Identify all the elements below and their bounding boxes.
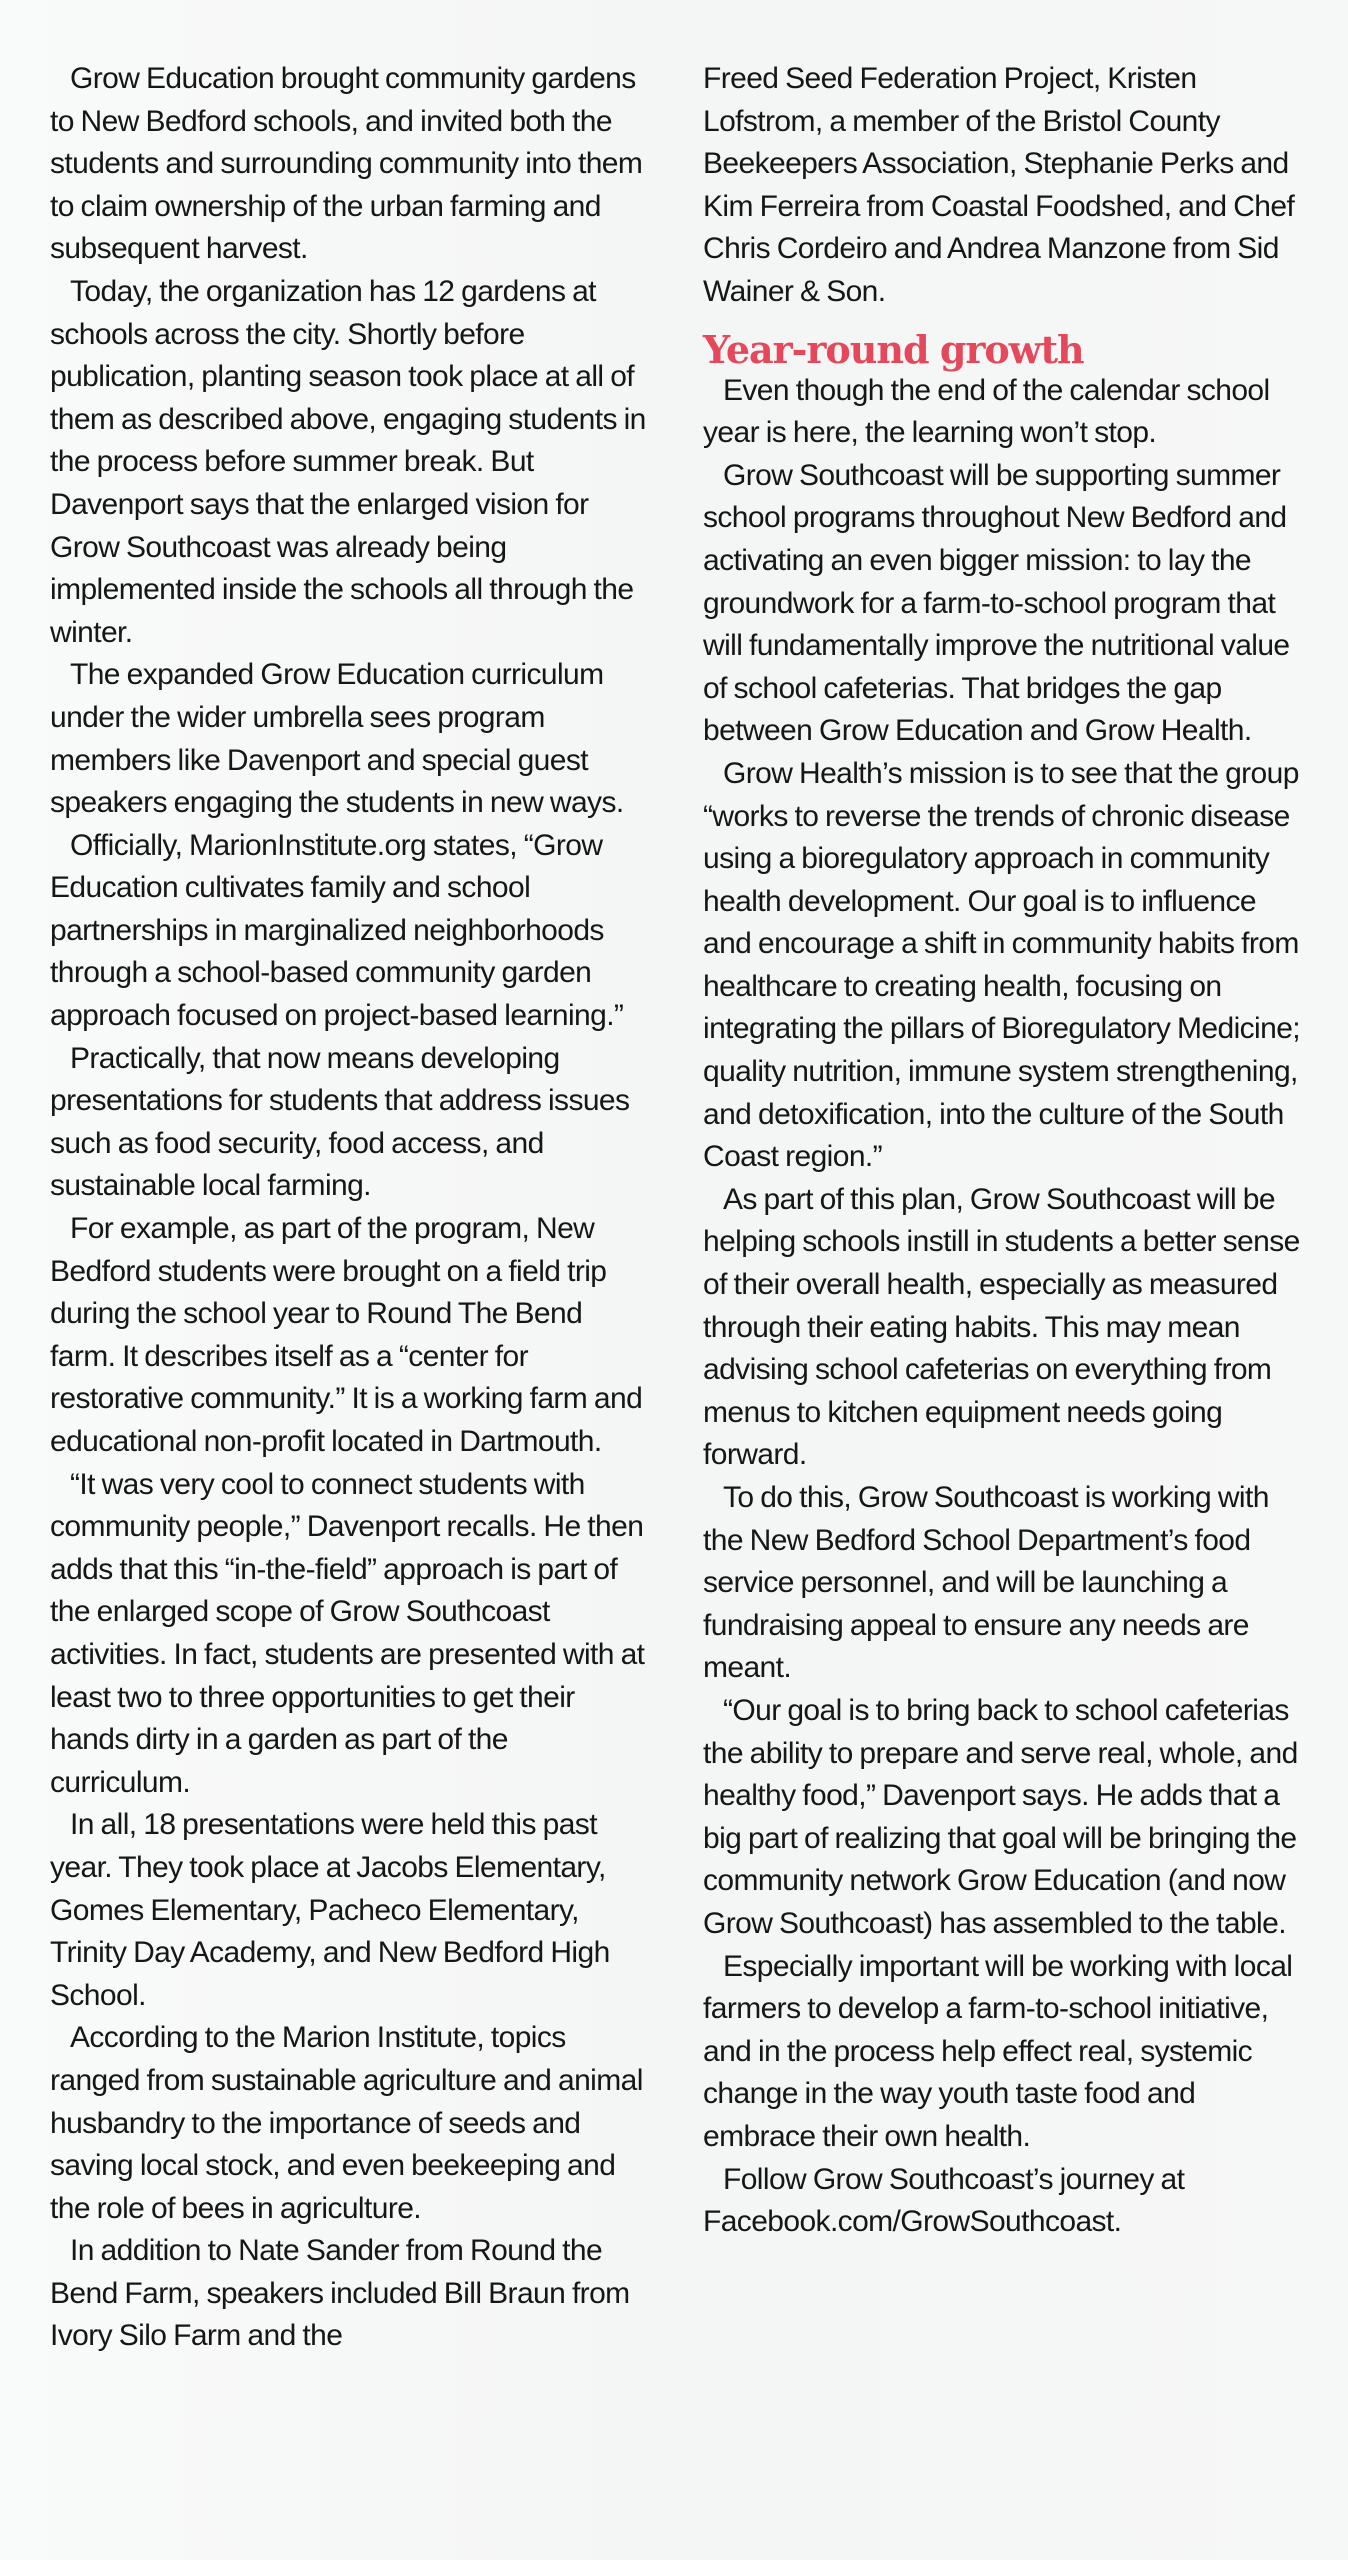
article-paragraph: To do this, Grow Southcoast is working with the New Bedford School Department’s food service personnel, and will be launching a fundraising appeal to ensure any needs are meant. bbox=[703, 1481, 1269, 1685]
article-paragraph: Grow Health’s mission is to see that the group “works to reverse the trends of chronic disease using a bioregulatory approach in community health development. Our goal is to influence and encourage a shift in community habits from healthcare to creating health, focusing on integrating the pillars of Bioregulatory Medicine; quality nutrition, immune system strengthening, and detoxification, into the culture of the South Coast region.” bbox=[703, 756, 1301, 1174]
article-paragraph: For example, as part of the program, New Bedford students were brought on a field trip during the school year to Round The Bend farm. It describes itself as a “center for restorative community.” It is a working farm and educational non-profit located in Dartmouth. bbox=[50, 1212, 643, 1458]
article-paragraph: In all, 18 presentations were held this past year. They took place at Jacobs Elementary, Gomes Elementary, Pacheco Elementary, Trinity Day Academy, and New Bedford High School. bbox=[50, 1808, 610, 2012]
article-paragraph: “It was very cool to connect students with community people,” Davenport recalls. He then adds that this “in-the-field” approach is part of the enlarged scope of Grow Southcoast activities. In fact, students are presented with at least two to three opportunities to get their hands dirty in a garden as part of the curriculum. bbox=[50, 1467, 645, 1799]
article-paragraph: Today, the organization has 12 gardens at schools across the city. Shortly before publication, planting season took place at all of them as described above, engaging students in the process before summer break. But Davenport says that the enlarged vision for Grow Southcoast was already being implemented inside the schools all through the winter. bbox=[50, 274, 646, 649]
article-paragraph: In addition to Nate Sander from Round the Bend Farm, speakers included Bill Braun from Ivory Silo Farm and the bbox=[50, 2234, 630, 2353]
article-paragraph: Practically, that now means developing presentations for students that address issues such as food security, food access, and sustainable local farming. bbox=[50, 1041, 630, 1203]
article-paragraph: Grow Education brought community gardens to New Bedford schools, and invited both the students and surrounding community into them to claim ownership of the urban farming and subsequent harvest. bbox=[50, 62, 643, 266]
article-continuation-paragraph: Freed Seed Federation Project, Kristen Lofstrom, a member of the Bristol County Beekeepers Association, Stephanie Perks and Kim Ferreira from Coastal Foodshed, and Chef Chris Cordeiro and Andrea Manzone from Sid Wainer & Son. bbox=[703, 62, 1295, 308]
article-paragraph: “Our goal is to bring back to school cafeterias the ability to prepare and serve real, whole, and healthy food,” Davenport says. He adds that a big part of realizing that goal will be bringing the community network Grow Education (and now Grow Southcoast) has assembled to the table. bbox=[703, 1693, 1298, 1940]
section-subhead: Year-round growth bbox=[703, 326, 1084, 372]
article-paragraph: Follow Grow Southcoast’s journey at Facebook.com/GrowSouthcoast. bbox=[703, 2162, 1185, 2239]
article-paragraph: Officially, MarionInstitute.org states, “Grow Education cultivates family and school partnerships in marginalized neighborhoods through a school-based community garden approach focused on project-based learning.” bbox=[50, 828, 624, 1033]
article-column-right bbox=[703, 58, 1303, 2244]
article-paragraph: As part of this plan, Grow Southcoast will be helping schools instill in students a better sense of their overall health, especially as measured through their eating habits. This may mean advising school cafeterias on everything from menus to kitchen equipment needs going forward. bbox=[703, 1182, 1300, 1472]
article-paragraph: Grow Southcoast will be supporting summer school programs throughout New Bedford and activating an even bigger mission: to lay the groundwork for a farm-to-school program that will fundamentally improve the nutritional value of school cafeterias. That bridges the gap between Grow Education and Grow Health. bbox=[703, 458, 1290, 748]
article-paragraph: The expanded Grow Education curriculum under the wider umbrella sees program members like Davenport and special guest speakers engaging the students in new ways. bbox=[50, 658, 624, 820]
article-paragraph: Even though the end of the calendar school year is here, the learning won’t stop. bbox=[703, 373, 1270, 450]
article-column-left bbox=[50, 58, 650, 2358]
article-paragraph: According to the Marion Institute, topics ranged from sustainable agriculture and animal husbandry to the importance of seeds and saving local stock, and even beekeeping and the role of bees in agriculture. bbox=[50, 2021, 643, 2225]
article-paragraph: Especially important will be working with local farmers to develop a farm-to-school initiative, and in the process help effect real, systemic change in the way youth taste food and embrace their own health. bbox=[703, 1949, 1293, 2153]
